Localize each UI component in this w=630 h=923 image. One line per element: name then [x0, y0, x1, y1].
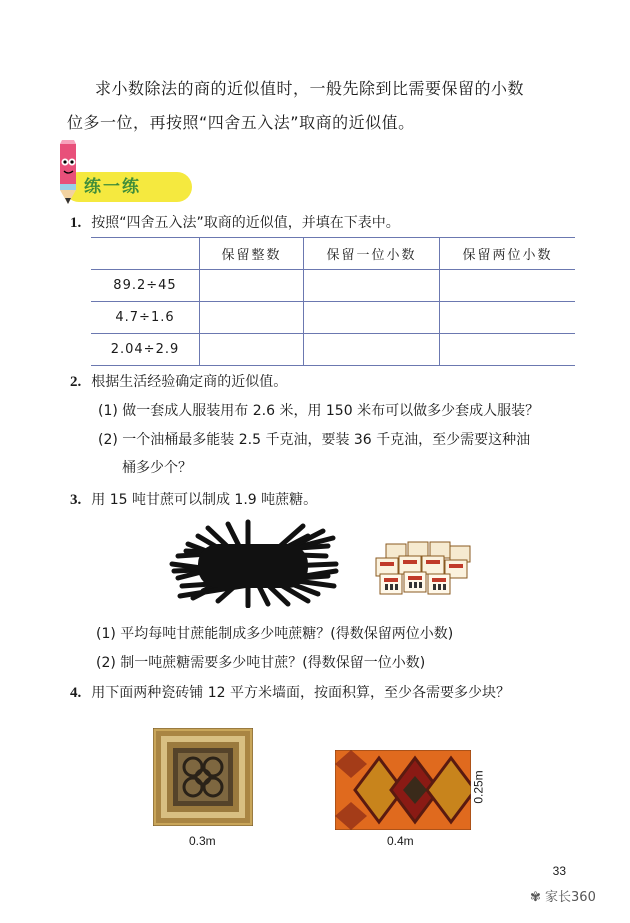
answer-cell[interactable]: [304, 270, 440, 302]
question-2: [70, 372, 287, 392]
square-tile-size-label: 0.3m: [189, 834, 216, 848]
question-3-sub-1: (1) 平均每吨甘蔗能制成多少吨蔗糖？(得数保留两位小数): [96, 626, 454, 642]
table-row-expression: 4.7÷1.6: [91, 302, 200, 334]
table-header-empty: [91, 238, 200, 270]
answer-cell[interactable]: [304, 302, 440, 334]
answer-cell[interactable]: [200, 334, 304, 366]
answer-cell[interactable]: [440, 334, 576, 366]
question-2-number: 2.: [70, 374, 82, 390]
answer-cell[interactable]: [304, 334, 440, 366]
pencil-mascot-icon: [46, 140, 86, 206]
practice-badge: [46, 166, 196, 206]
table-header-one-decimal: 保留一位小数: [304, 238, 440, 270]
table-row: [91, 334, 575, 366]
intro-paragraph: [67, 72, 575, 140]
table-row: [91, 270, 575, 302]
square-tile-illustration: [153, 728, 253, 826]
question-3-sub-2: (2) 制一吨蔗糖需要多少吨甘蔗？(得数保留一位小数): [96, 655, 426, 671]
watermark: [530, 886, 596, 905]
question-2-sub-2-line-2: 桶多少个？: [122, 460, 192, 476]
rectangle-tile-height-label: 0.25m: [471, 770, 486, 804]
answer-cell[interactable]: [200, 302, 304, 334]
question-3: [70, 490, 317, 510]
answer-cell[interactable]: [440, 270, 576, 302]
table-row: [91, 302, 575, 334]
watermark-icon: ✾: [530, 890, 546, 905]
answer-cell[interactable]: [200, 270, 304, 302]
table-header-integer: 保留整数: [200, 238, 304, 270]
table-header-two-decimals: 保留两位小数: [440, 238, 576, 270]
question-2-text: 根据生活经验确定商的近似值。: [91, 374, 288, 390]
table-row-expression: 89.2÷45: [91, 270, 200, 302]
question-4-number: 4.: [70, 685, 82, 701]
sugarcane-pile-illustration: [168, 516, 340, 608]
rectangle-tile-illustration: [335, 750, 471, 830]
intro-line-1: 求小数除法的商的近似值时，一般先除到比需要保留的小数: [95, 79, 525, 98]
watermark-text: 家长360: [545, 890, 596, 905]
question-2-sub-2-line-1: (2) 一个油桶最多能装 2.5 千克油，要装 36 千克油，至少需要这种油: [98, 432, 531, 448]
question-2-sub-1: (1) 做一套成人服装用布 2.6 米，用 150 米布可以做多少套成人服装？: [98, 403, 540, 419]
table-row-expression: 2.04÷2.9: [91, 334, 200, 366]
table-header-row: [91, 238, 575, 270]
question-1-number: 1.: [70, 215, 82, 231]
question-1-text: 按照“四舍五入法”取商的近似值，并填在下表中。: [91, 215, 400, 231]
question-4: [70, 683, 510, 703]
question-3-text: 用 15 吨甘蔗可以制成 1.9 吨蔗糖。: [91, 492, 318, 508]
sugar-bags-illustration: [372, 540, 474, 598]
practice-badge-label: 练一练: [84, 177, 141, 197]
question-3-number: 3.: [70, 492, 82, 508]
intro-line-2: 位多一位，再按照“四舍五入法”取商的近似值。: [67, 113, 415, 132]
rectangle-tile-width-label: 0.4m: [387, 834, 414, 848]
page-number: 33: [552, 864, 566, 878]
answer-cell[interactable]: [440, 302, 576, 334]
approximation-table: [91, 237, 575, 366]
question-4-text: 用下面两种瓷砖铺 12 平方米墙面，按面积算，至少各需要多少块？: [91, 685, 510, 701]
question-1: [70, 213, 400, 233]
